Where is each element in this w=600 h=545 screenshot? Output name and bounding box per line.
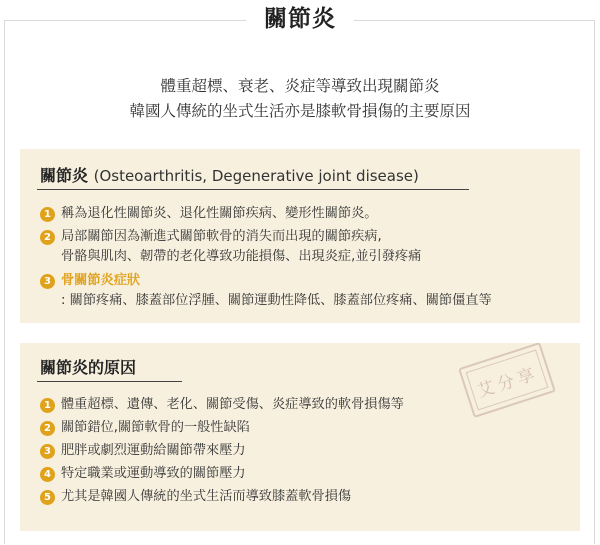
number-badge: 3 xyxy=(40,444,55,459)
list-item xyxy=(40,487,351,507)
list-item xyxy=(40,271,140,291)
causes-title-underline xyxy=(37,381,182,382)
list-item xyxy=(40,441,246,461)
number-badge: 1 xyxy=(40,398,55,413)
list-item-text: 肥胖或劇烈運動給關節帶來壓力 xyxy=(61,443,246,458)
number-badge: 3 xyxy=(40,274,55,289)
intro-line-1: 體重超標、衰老、炎症等導致出現關節炎 xyxy=(160,77,440,95)
list-item xyxy=(40,204,378,224)
number-badge: 2 xyxy=(40,421,55,436)
definition-card xyxy=(20,149,580,323)
list-item xyxy=(40,418,250,438)
title-wrap xyxy=(0,0,600,40)
list-item xyxy=(40,395,404,415)
list-item xyxy=(40,227,382,247)
number-badge: 1 xyxy=(40,207,55,222)
number-badge: 4 xyxy=(40,467,55,482)
list-item-text: 特定職業或運動導致的關節壓力 xyxy=(61,466,246,481)
definition-card-title xyxy=(40,163,419,186)
list-item-text: 稱為退化性關節炎、退化性關節疾病、變形性關節炎。 xyxy=(61,206,378,221)
causes-card-title: 關節炎的原因 xyxy=(40,358,137,377)
page-title: 關節炎 xyxy=(246,0,354,40)
definition-title-main: 關節炎 xyxy=(40,166,89,185)
number-badge: 2 xyxy=(40,230,55,245)
list-item-text: 局部關節因為漸進式關節軟骨的消失而出現的關節疾病, xyxy=(61,229,382,244)
definition-title-subtitle: (Osteoarthritis, Degenerative joint disease) xyxy=(93,167,419,185)
intro-text xyxy=(0,74,600,124)
list-item xyxy=(40,464,246,484)
watermark-text: 艾分享 xyxy=(466,350,549,411)
number-badge: 5 xyxy=(40,490,55,505)
list-item-continuation: 骨骼與肌肉、韌帶的老化導致功能損傷、出現炎症,並引發疼痛 xyxy=(61,249,422,264)
definition-title-underline xyxy=(37,189,469,190)
intro-line-2: 韓國人傳統的坐式生活亦是膝軟骨損傷的主要原因 xyxy=(129,102,471,120)
list-item-text: 體重超標、遺傳、老化、關節受傷、炎症導致的軟骨損傷等 xyxy=(61,397,404,412)
list-item-text: 尤其是韓國人傳統的坐式生活而導致膝蓋軟骨損傷 xyxy=(61,489,352,504)
list-item-text: 關節錯位,關節軟骨的一般性缺陷 xyxy=(61,420,250,435)
symptoms-heading: 骨關節炎症狀 xyxy=(61,273,141,288)
symptoms-list: : 關節疼痛、膝蓋部位浮腫、關節運動性降低、膝蓋部位疼痛、關節僵直等 xyxy=(61,293,492,308)
